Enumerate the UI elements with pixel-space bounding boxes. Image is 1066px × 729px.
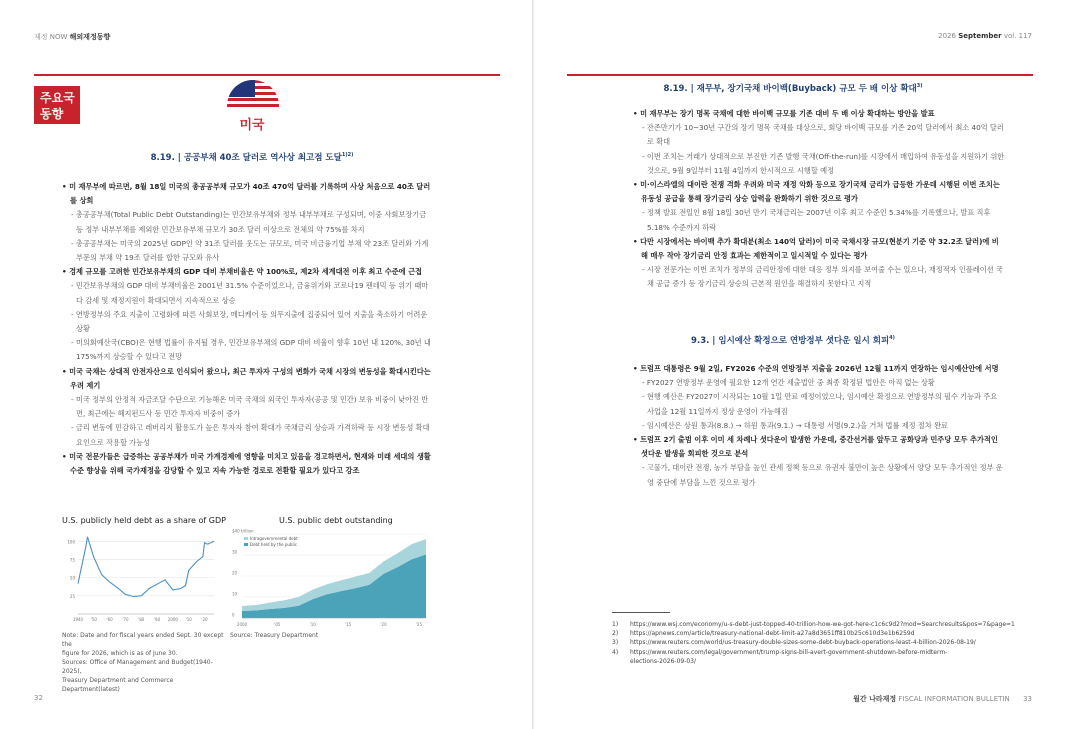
data-point — [87, 537, 88, 538]
chart1-debt-share-gdp — [62, 530, 222, 628]
chart1-note: Note: Date and for fiscal years ended Sept. 30 except the figure for 2026, which is as of June 30. Sources: Office of Management and Budget(1940-2025), Treasury Department and Commerce Department(latest) — [62, 632, 224, 693]
footnote-url: elections-2026-09-03/ — [630, 657, 697, 665]
x-tick-label: '25 — [415, 622, 423, 627]
chart2-public-debt-outstanding — [230, 526, 434, 630]
data-point — [196, 561, 197, 562]
footnote-url: https://apnews.com/article/treasury-national-debt-limit-a27a8d3651ff810b25c610d3e1b6259d — [630, 630, 915, 638]
sub-point: - 민간보유부채의 GDP 대비 부채비율은 2001년 31.5% 수준이었으나, 금융위기와 코로나19 팬데믹 등 위기 때마다 감세 및 재정지원이 확대되면서 지속적으로 상승 — [62, 279, 434, 307]
footnote-item — [612, 629, 1032, 638]
sub-point: - 임시예산은 상원 통과(8.8.) → 하원 통과(9.1.) → 대통령 서명(9.2.)을 거쳐 법률 제정 절차 완료 — [633, 419, 1005, 433]
y-tick-label: 100 — [67, 539, 75, 545]
bullet-point: • 트럼프 대통령은 9월 2일, FY2026 수준의 연방정부 지출을 2026년 12월 11까지 연장하는 임시예산안에 서명 — [633, 362, 1005, 376]
footnote-number: 2) — [612, 630, 619, 638]
data-point — [125, 594, 126, 595]
footnote-item — [612, 657, 1032, 666]
x-tick-label: '80 — [138, 617, 145, 622]
sub-point: - 이번 조치는 거래가 상대적으로 부진한 기존 발행 국채(Off-the-run)를 시장에서 매입하여 유동성을 지원하기 위한 것으로, 9월 9일부터 11월 4일까지 한시적으로 시행할 예정 — [633, 150, 1005, 178]
data-point — [157, 584, 158, 585]
x-tick-label: '70 — [122, 617, 129, 622]
chart2-note: Source: Treasury Department — [230, 632, 319, 639]
sub-point: - 고물가, 대이란 전쟁, 농가 부담을 높인 관세 정책 등으로 유권자 불만이 높은 상황에서 양당 모두 추가적인 정부 운영 중단에 부담을 느낀 것으로 평가 — [633, 461, 1005, 489]
x-tick-label: 1940 — [72, 617, 84, 622]
country-label: 미국 — [239, 118, 265, 133]
footnote-url: https://www.reuters.com/legal/government/trump-signs-bill-avert-government-shutdown-before-midterm- — [630, 648, 948, 656]
data-point — [212, 542, 213, 543]
data-point — [133, 596, 134, 597]
header-rule-right — [567, 74, 1033, 76]
footnote-rule — [612, 612, 670, 613]
data-point — [165, 580, 166, 581]
bullet-point: • 다만 시장에서는 바이백 추가 확대분(최소 140억 달러)이 미국 국채시장 규모(현분기 기준 약 32.2조 달러)에 비해 매우 작아 장기금리 안정 효과는 제한적이고 일시적일 수 있다는 평가 — [633, 235, 1005, 263]
y-tick-label: 50 — [69, 575, 75, 581]
data-point — [214, 541, 215, 542]
sub-point: - 총공공부채는 미국의 2025년 GDP인 약 31조 달러를 웃도는 규모로, 미국 비금융기업 부채 약 23조 달러와 가계 부문의 부채 약 19조 달러를 합한 규모와 유사 — [62, 237, 434, 265]
x-tick-label: '05 — [274, 622, 281, 627]
data-point — [94, 557, 95, 558]
bullet-point: • 미 재무부는 장기 명목 국채에 대한 바이백 규모를 기존 대비 두 배 이상 확대하는 방안을 발표 — [633, 107, 1005, 121]
data-point — [149, 588, 150, 589]
x-tick-label: '20 — [201, 617, 208, 622]
page-number-left: 32 — [34, 694, 43, 702]
x-tick-label: '10 — [309, 622, 316, 627]
bullet-point: • 미 재무부에 따르면, 8월 18일 미국의 총공공부채 규모가 40조 470억 달러를 기록하며 사상 처음으로 40조 달러를 상회 — [62, 180, 434, 208]
x-tick-label: '20 — [380, 622, 387, 627]
section-tab: 주요국 동향 — [34, 86, 80, 124]
sub-point: - 총공공부채(Total Public Debt Outstanding)는 민간보유부채와 정부 내부부채로 구성되며, 이중 사회보장기금 등 정부 내부부채를 제외한 민간보유부채 규모가 30조 달러 이상으로 전체의 약 75%를 차지 — [62, 208, 434, 236]
bullet-point: • 미국 국채는 상대적 안전자산으로 인식되어 왔으나, 최근 투자자 구성의 변화가 국채 시장의 변동성을 확대시킨다는 우려 제기 — [62, 365, 434, 393]
data-point — [188, 570, 189, 571]
data-point — [117, 588, 118, 589]
sub-point: - FY2027 연방정부 운영에 필요한 12개 연간 세출법안 중 최종 확정된 법안은 아직 없는 상황 — [633, 376, 1005, 390]
y-tick-label: 10 — [232, 591, 238, 597]
chart2-title: U.S. public debt outstanding — [279, 516, 393, 525]
data-point — [207, 544, 208, 545]
footnote-number: 1) — [612, 621, 619, 628]
data-point — [86, 546, 87, 547]
sub-point: - 미의회예산국(CBO)은 현행 법률이 유지될 경우, 민간보유부채의 GDP 대비 비율이 향후 10년 내 120%, 30년 내 175%까지 상승할 수 있다고 전망 — [62, 336, 434, 364]
x-tick-label: '90 — [153, 617, 161, 622]
sub-point: - 잔존만기가 10~30년 구간의 장기 명목 국채를 대상으로, 회당 바이백 규모를 기존 20억 달러에서 최소 40억 달러로 확대 — [633, 121, 1005, 149]
footnote-number: 4) — [612, 648, 619, 656]
footnote-item — [612, 638, 1032, 647]
bullet-point: • 미국 전문가들은 급증하는 공공부채가 미국 가계경제에 영향을 미치고 있음을 경고하면서, 현재와 미래 세대의 생활 수준 향상을 위해 국가재정을 감당할 수 있고 지속 가능한 경로로 전환할 필요가 있다고 강조 — [62, 450, 434, 478]
data-point — [141, 596, 142, 597]
data-point — [203, 556, 204, 557]
sub-point: - 미국 정부의 안정적 자금조달 수단으로 기능해온 미국 국채의 외국인 투자자(공공 및 민간) 보유 비중이 낮아진 반면, 최근에는 헤지펀드사 등 민간 투자자 비중이 증가 — [62, 393, 434, 421]
footnote-item — [612, 648, 1032, 657]
sub-point: - 연방정부의 주요 지출이 고령화에 따른 사회보장, 메디케어 등 의무지출에 집중되어 있어 지출을 축소하기 어려운 상황 — [62, 308, 434, 336]
x-tick-label: '50 — [90, 617, 97, 622]
right-section2-title: 9.3. | 임시예산 확정으로 연방정부 셧다운 일시 회피$^{4)}$ — [691, 335, 895, 346]
series-line — [78, 537, 214, 597]
data-point — [101, 574, 102, 575]
x-tick-label: '10 — [185, 617, 192, 622]
y-tick-label: 75 — [69, 557, 75, 563]
data-point — [185, 585, 186, 586]
right-section1-title: 8.19. | 재무부, 장기국채 바이백(Buyback) 규모 두 배 이상 확대$^{3)}$ — [663, 83, 923, 94]
sub-point: - 정책 발표 전일인 8월 18일 30년 만기 국채금리는 2007년 이후 최고 수준인 5.34%를 기록했으나, 발표 직후 5.18% 수준까지 하락 — [633, 206, 1005, 234]
legend-label-intragov: Intragovernmental debt — [250, 536, 298, 541]
chart1-title: U.S. publicly held debt as a share of GDP — [62, 516, 226, 525]
right-body2-text — [633, 362, 1005, 490]
footnotes — [612, 620, 1032, 666]
y-tick-label: 25 — [69, 593, 75, 599]
footnote-item — [612, 620, 1032, 629]
header-rule — [34, 74, 500, 76]
footnote-url: https://www.reuters.com/world/us-treasury-double-sizes-some-debt-buyback-operations-least-4-billion-2026-08-19/ — [630, 639, 976, 647]
legend-label-public: Debt held by the public — [250, 542, 297, 547]
x-tick-label: '15 — [345, 622, 352, 627]
right-body1-text — [633, 107, 1005, 292]
x-tick-label: 2000 — [167, 617, 178, 622]
data-point — [180, 588, 181, 589]
y-tick-label: 0 — [232, 612, 235, 618]
y-tick-label: 20 — [232, 570, 238, 576]
sub-point: - 금리 변동에 민감하고 레버리지 활용도가 높은 투자자 참여 확대가 국채금리 상승과 가격하락 등 시장 변동성 확대 요인으로 작용할 가능성 — [62, 421, 434, 449]
footnote-url: https://www.wsj.com/economy/u-s-debt-just-topped-40-trillion-how-we-got-here-c1c6c9d2?mod=Searchresults&pos=7&page=1 — [630, 621, 1015, 628]
bullet-point: • 미·이스라엘의 대이란 전쟁 격화 우려와 미국 재정 악화 등으로 장기국채 금리가 급등한 가운데 시행된 이번 조치는 유동성 공급을 통해 장기금리 상승 압력을 완화하기 위한 것으로 평가 — [633, 178, 1005, 206]
footer-right: 월간 나라재정 FISCAL INFORMATION BULLETIN 33 — [853, 695, 1032, 703]
bullet-point: • 경제 규모를 고려한 민간보유부채의 GDP 대비 부채비율은 약 100%로, 제2차 세계대전 이후 최고 수준에 근접 — [62, 265, 434, 279]
sub-point: - 현행 예산은 FY2027이 시작되는 10월 1일 만료 예정이었으나, 임시예산 확정으로 연방정부의 필수 기능과 주요 사업을 12월 11일까지 정상 운영이 가능해짐 — [633, 390, 1005, 418]
x-tick-label: 2000 — [236, 622, 248, 627]
legend-swatch-intragov — [244, 537, 248, 540]
running-header-right: 2026 September vol. 117 — [938, 32, 1032, 40]
y-tick-label: $40 trillion — [232, 528, 254, 534]
y-tick-label: 30 — [232, 549, 238, 555]
footnote-number: 3) — [612, 639, 619, 647]
x-tick-label: '60 — [106, 617, 113, 622]
sub-point: - 시장 전문가는 이번 조치가 정부의 금리안정에 대한 대응 정부 의지를 보여줄 수는 있으나, 재정적자 인플레이션 국채 공급 증가 등 장기금리 상승의 근본적 원인을 해결하지 못한다고 지적 — [633, 263, 1005, 291]
legend-swatch-public — [244, 543, 248, 546]
data-point — [204, 542, 205, 543]
data-point — [109, 582, 110, 583]
data-point — [173, 590, 174, 591]
left-body-text — [62, 180, 434, 478]
data-point — [78, 583, 79, 584]
us-flag-icon — [227, 80, 279, 110]
left-section-title: 8.19. | 공공부채 40조 달러로 역사상 최고점 도달$^{1)2)}$ — [150, 152, 354, 163]
bullet-point: • 트럼프 2기 출범 이후 이미 세 차례나 셧다운이 발생한 가운데, 중간선거를 앞두고 공화당과 민주당 모두 추가적인 셧다운 발생을 회피한 것으로 분석 — [633, 433, 1005, 461]
running-header-left: 재정 NOW 해외재정동향 — [34, 33, 111, 41]
